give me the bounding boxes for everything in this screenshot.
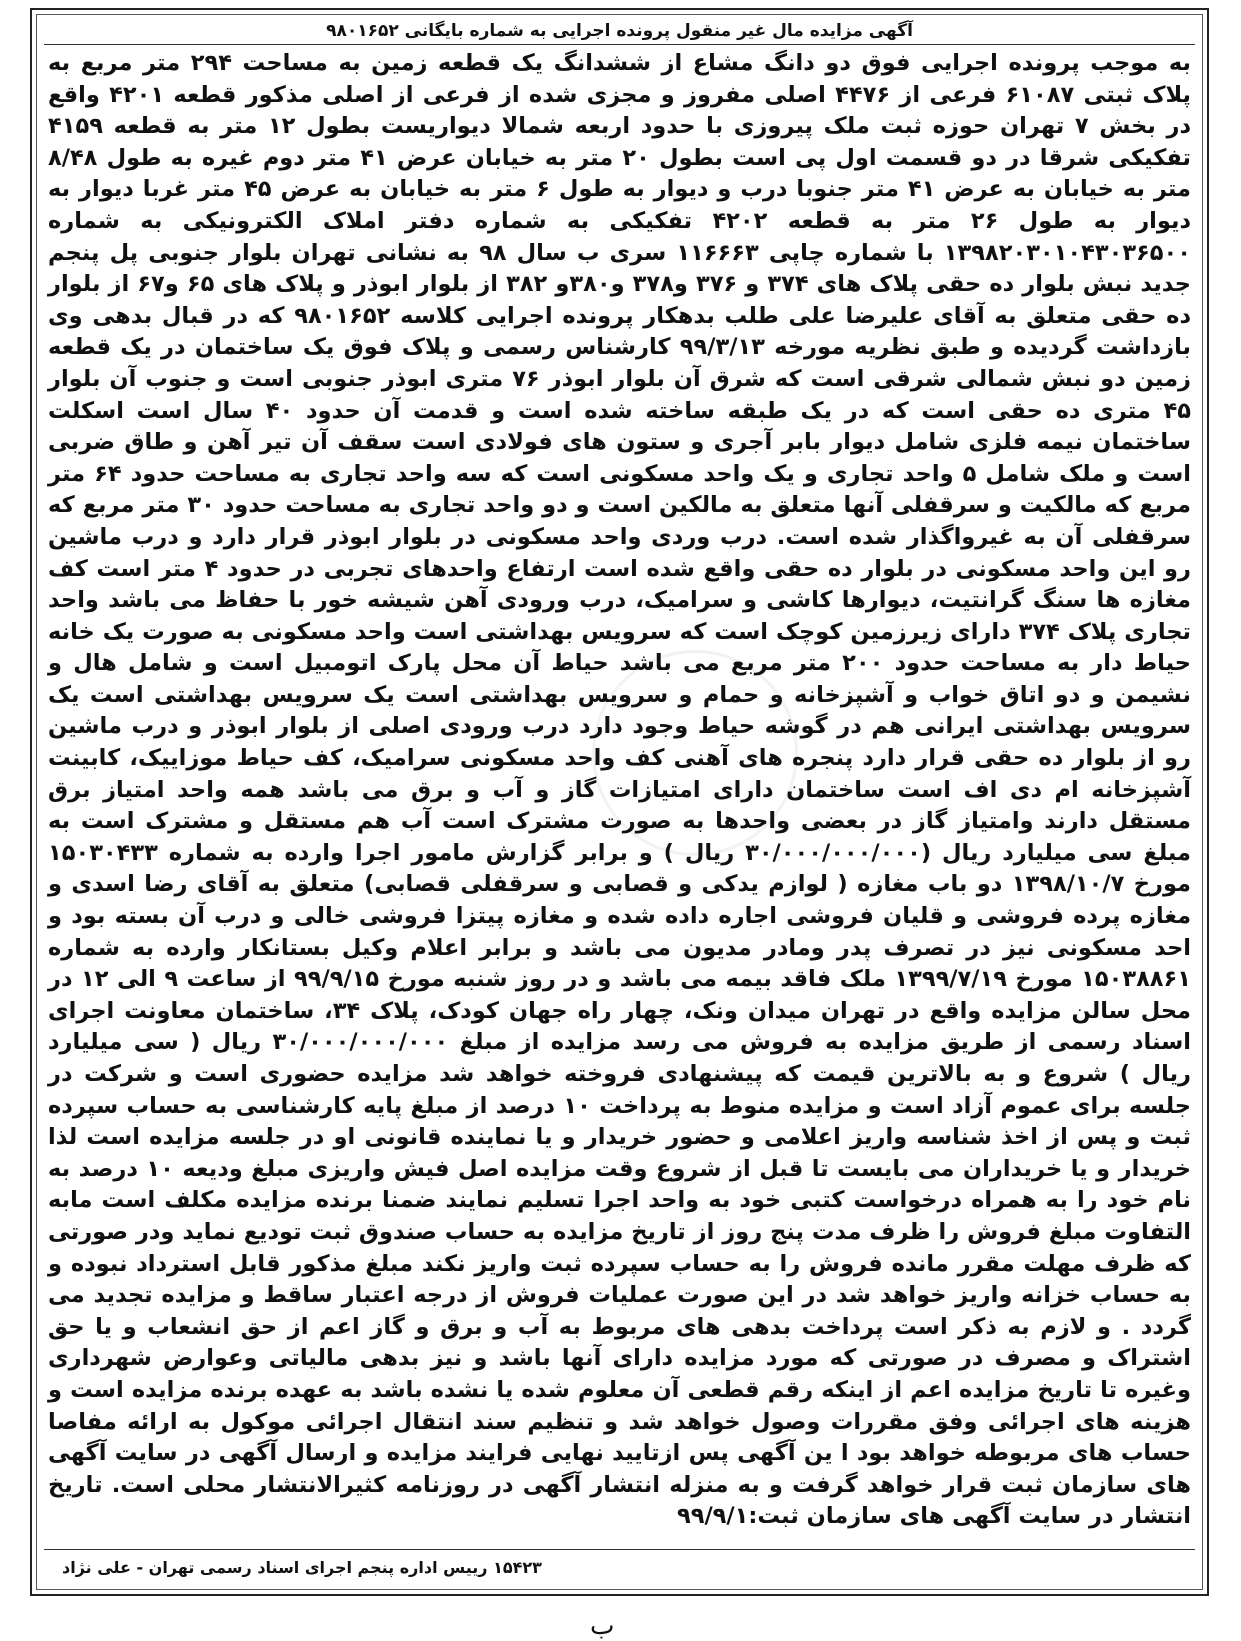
- title-divider: [44, 44, 1195, 45]
- page-edge-mark: ب: [590, 1611, 615, 1641]
- advertisement-body: به موجب پرونده اجرایی فوق دو دانگ مشاع از ششدانگ یک قطعه زمین به مساحت ۲۹۴ متر مربع به پلاک ثبتی ۶۱۰۸۷ فرعی از ۴۴۷۶ اصلی مفروز و مجزی شده از فرعی از اصلی مذکور قطعه ۴۲۰۱ واقع در بخش ۷ تهران حوزه ثبت ملک پیروزی با حدود اربعه شمالا دیواریست بطول ۱۲ متر به قطعه ۴۱۵۹ تفکیکی شرقا در دو قسمت اول پی است بطول ۲۰ متر به خیابان عرض ۴۱ متر دوم غیره به طول ۸/۴۸ متر به خیابان به عرض ۴۱ متر جنوبا درب و دیوار به طول ۶ متر به خیابان به عرض ۴۵ متر غربا دیوار به دیوار به طول ۲۶ متر به قطعه ۴۲۰۲ تفکیکی به شماره دفتر املاک الکترونیکی به شماره ۱۳۹۸۲۰۳۰۱۰۴۳۰۳۶۵۰۰ با شماره چاپی ۱۱۶۶۶۳ سری ب سال ۹۸ به نشانی تهران بلوار جنوبی پل پنجم جدید نبش بلوار ده حقی پلاک های ۳۷۴ و ۳۷۶ و۳۷۸ و۳۸۰و ۳۸۲ از بلوار ابوذر و پلاک های ۶۵ و۶۷ از بلوار ده حقی متعلق به آقای علیرضا علی طلب بدهکار پرونده اجرایی کلاسه ۹۸۰۱۶۵۲ که در قبال بدهی وی بازداشت گردیده و طبق نظریه مورخه ۹۹/۳/۱۳ کارشناس رسمی و پلاک فوق یک ساختمان در یک قطعه زمین دو نبش شمالی شرقی است که شرق آن بلوار ابوذر ۷۶ متری ابوذر جنوبی است و جنوب آن بلوار ۴۵ متری ده حقی است که در یک طبقه ساخته شده است و قدمت آن حدود ۴۰ سال است اسکلت ساختمان نیمه فلزی شامل دیوار بابر آجری و ستون های فولادی است سقف آن تیر آهن و طاق ضربی است و ملک شامل ۵ واحد تجاری و یک واحد مسکونی است که سه واحد تجاری به مساحت حدود ۶۴ متر مربع که مالکیت و سرقفلی آنها متعلق به مالکین است و دو واحد تجاری به مساحت حدود ۳۰ متر مربع که سرقفلی آن به غیرواگذار شده است. درب وردی واحد مسکونی در بلوار ابوذر قرار دارد و درب ماشین رو این واحد مسکونی در بلوار ده حقی واقع شده است ارتفاع واحدهای تجربی در حدود ۴ متر است کف مغازه ها سنگ گرانتیت، دیوارها کاشی و سرامیک، درب ورودی آهن شیشه خور با حفاظ می باشد واحد تجاری پلاک ۳۷۴ دارای زیرزمین کوچک است که سرویس بهداشتی است واحد مسکونی به صورت یک خانه حیاط دار به مساحت حدود ۲۰۰ متر مربع می باشد حیاط آن محل پارک اتومبیل است و شامل هال و نشیمن و دو اتاق خواب و آشپزخانه و حمام و سرویس بهداشتی است یک سرویس بهداشتی است یک سرویس بهداشتی ایرانی هم در گوشه حیاط وجود دارد درب ورودی اصلی از بلوار ابوذر و درب ماشین رو از بلوار ده حقی قرار دارد پنجره های آهنی کف واحد مسکونی سرامیک، کف حیاط موزاییک، کابینت آشپزخانه ام دی اف است ساختمان دارای امتیازات گاز و آب و برق می باشد همه واحد امتیاز برق مستقل دارند وامتیاز گاز در بعضی واحدها به صورت مشترک است آب هم مستقل و مشترک است به مبلغ سی میلیارد ریال (۳۰/۰۰۰/۰۰۰/۰۰۰ ریال ) و برابر گزارش مامور اجرا وارده به شماره ۱۵۰۳۰۴۳۳ مورخ ۱۳۹۸/۱۰/۷ دو باب مغازه ( لوازم یدکی و قصابی و سرقفلی قصابی) متعلق به آقای رضا اسدی و مغازه پرده فروشی و قلیان فروشی اجاره داده شده و مغازه پیتزا فروشی خالی و درب آن بسته بود و احد مسکونی نیز در تصرف پدر ومادر مدیون می باشد و برابر اعلام وکیل بستانکار وارده به شماره ۱۵۰۳۸۸۶۱ مورخ ۱۳۹۹/۷/۱۹ ملک فاقد بیمه می باشد و در روز شنبه مورخ ۹۹/۹/۱۵ از ساعت ۹ الی ۱۲ در محل سالن مزایده واقع در تهران میدان ونک، چهار راه جهان کودک، پلاک ۳۴، ساختمان معاونت اجرای اسناد رسمی از طریق مزایده به فروش می رسد مزایده از مبلغ ۳۰/۰۰۰/۰۰۰/۰۰۰ ریال ( سی میلیارد ریال ) شروع و به بالاترین قیمت که پیشنهادی فروخته خواهد شد مزایده حضوری است و شرکت در جلسه برای عموم آزاد است و مزایده منوط به پرداخت ۱۰ درصد از مبلغ پایه کارشناسی به حساب سپرده ثبت و پس از اخذ شناسه واریز اعلامی و حضور خریدار و یا نماینده قانونی او در جلسه مزایده است لذا خریدار و یا خریداران می بایست تا قبل از شروع وقت مزایده اصل فیش واریزی مبلغ ودیعه ۱۰ درصد به نام خود را به همراه درخواست کتبی خود به واحد اجرا تسلیم نمایند ضمنا برنده مزایده مکلف است مابه التفاوت مبلغ فروش را ظرف مدت پنج روز از تاریخ مزایده به حساب صندوق ثبت تودیع نماید ودر صورتی که ظرف مهلت مقرر مانده فروش را به حساب سپرده ثبت واریز نکند مبلغ مذکور قابل استرداد نبوده و به حساب خزانه واریز خواهد شد در این صورت عملیات فروش از درجه اعتبار ساقط و مزایده تجدید می گردد . و لازم به ذکر است پرداخت بدهی های مربوط به آب و برق و گاز اعم از حق انشعاب و یا حق اشتراک و مصرف در صورتی که مورد مزایده دارای آنها باشد و نیز بدهی مالیاتی وعوارض شهرداری وغیره تا تاریخ مزایده اعم از اینکه رقم قطعی آن معلوم شده یا نشده باشد به عهده برنده مزایده است و هزینه های اجرائی وفق مقررات وصول خواهد شد و تنظیم سند انتقال اجرائی موکول به ارائه مفاصا حساب های مربوطه خواهد بود ا ین آگهی پس ازتایید نهایی فرایند مزایده و ارسال آگهی در سایت آگهی های سازمان ثبت قرار خواهد گرفت و به منزله انتشار آگهی در روزنامه کثیرالانتشار محلی است. تاریخ انتشار در سایت آگهی های سازمان ثبت:۹۹/۹/۱: [48, 50, 1192, 1530]
- advertisement-frame: [30, 8, 1209, 1596]
- footer-divider: [44, 1549, 1195, 1550]
- advertisement-title: آگهی مزایده مال غیر منقول پرونده اجرایی به شماره بایگانی ۹۸۰۱۶۵۲: [326, 21, 913, 41]
- signature-line: ۱۵۴۲۳ رییس اداره پنجم اجرای اسناد رسمی تهران - علی نژاد: [62, 1558, 542, 1577]
